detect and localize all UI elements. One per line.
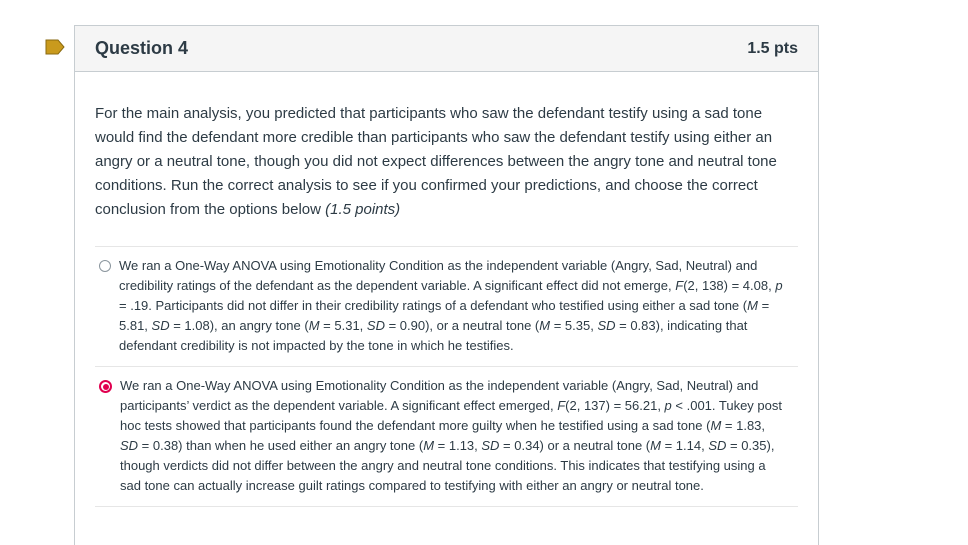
answer-text-segment: SD [597,318,616,333]
answer-text-segment: = 1.83, [721,418,766,433]
answer-text-segment: M [308,318,320,333]
answer-text-segment: SD [151,318,170,333]
answer-text-segment: SD [481,438,500,453]
question-header [75,26,818,72]
answer-radio-1[interactable] [99,260,111,272]
answer-text-segment: = 5.31, [319,318,367,333]
answer-text-segment: = 1.14, [660,438,709,453]
answer-text-segment: SD [708,438,727,453]
answer-text-segment: (2, 138) = 4.08, [683,278,776,293]
answer-text-segment: SD [120,438,139,453]
answer-text-segment: F [557,398,566,413]
answer-text-1 [119,256,786,356]
answer-text-segment: < .001. Tukey post hoc tests showed that participants found the defendant more guilty when he testified using a sad tone ( [120,398,782,433]
answer-text-segment: p [664,398,672,413]
answer-text-2 [120,376,786,496]
question-text-main: For the main analysis, you predicted that participants who saw the defendant testify using a sad tone would find the defendant more credible than participants who saw the defendant testify using either an angry or a neutral tone, though you did not expect differences between the angry tone and neutral tone conditions. Run the correct analysis to see if you confirmed your predictions, and choose the correct conclusion from the options below [95,105,777,218]
answer-text-segment: We ran a One-Way ANOVA using Emotionality Condition as the independent variable (Angry, Sad, Neutral) and credibility ratings of the defendant as the dependent variable. A significant effect did not emerge, [119,258,758,293]
answer-text-segment: M [539,318,551,333]
answer-text-segment: F [675,278,684,293]
answer-text-segment: M [747,298,758,313]
question-card [74,25,819,545]
answer-option-2[interactable] [95,367,798,507]
answer-text-segment: = 5.35, [550,318,598,333]
answer-text-segment: = .19. Participants did not differ in their credibility ratings of a defendant who testified using either a sad tone ( [119,298,748,313]
answer-text-segment: = 5.81, [119,298,770,333]
answer-radio-2[interactable] [99,380,112,393]
answer-text-segment: = 0.35), though verdicts did not differ between the angry and neutral tone conditions. This indicates that testifying using a sad tone can actually increase guilt ratings compared to testifying with either an angry or neutral tone. [120,438,775,493]
answer-text-segment: = 0.90), or a neutral tone ( [384,318,540,333]
answer-text-segment: = 0.38) than when he used either an angry tone ( [138,438,424,453]
answer-text-segment: = 0.83), indicating that defendant credibility is not impacted by the tone in which he testifies. [119,318,748,353]
question-title: Question 4 [95,38,189,58]
answer-text-segment: M [650,438,661,453]
bookmark-flag-icon[interactable] [45,39,65,55]
answer-text-segment: = 1.13, [434,438,482,453]
question-points: 1.5 pts [747,39,798,57]
answer-option-1[interactable] [95,247,798,367]
answer-text-segment: = 0.34) or a neutral tone ( [499,438,651,453]
question-text [95,102,798,222]
answer-list [95,246,798,507]
question-body [75,72,818,507]
answer-text-segment: We ran a One-Way ANOVA using Emotionality Condition as the independent variable (Angry, Sad, Neutral) and participants’ verdict as the dependent variable. A significant effect emerged, [120,378,759,413]
answer-text-segment: (2, 137) = 56.21, [565,398,665,413]
answer-text-segment: p [775,278,783,293]
question-text-points: (1.5 points) [325,201,401,218]
answer-text-segment: M [423,438,435,453]
answer-text-segment: M [710,418,722,433]
answer-text-segment: = 1.08), an angry tone ( [169,318,309,333]
answer-text-segment: SD [366,318,385,333]
